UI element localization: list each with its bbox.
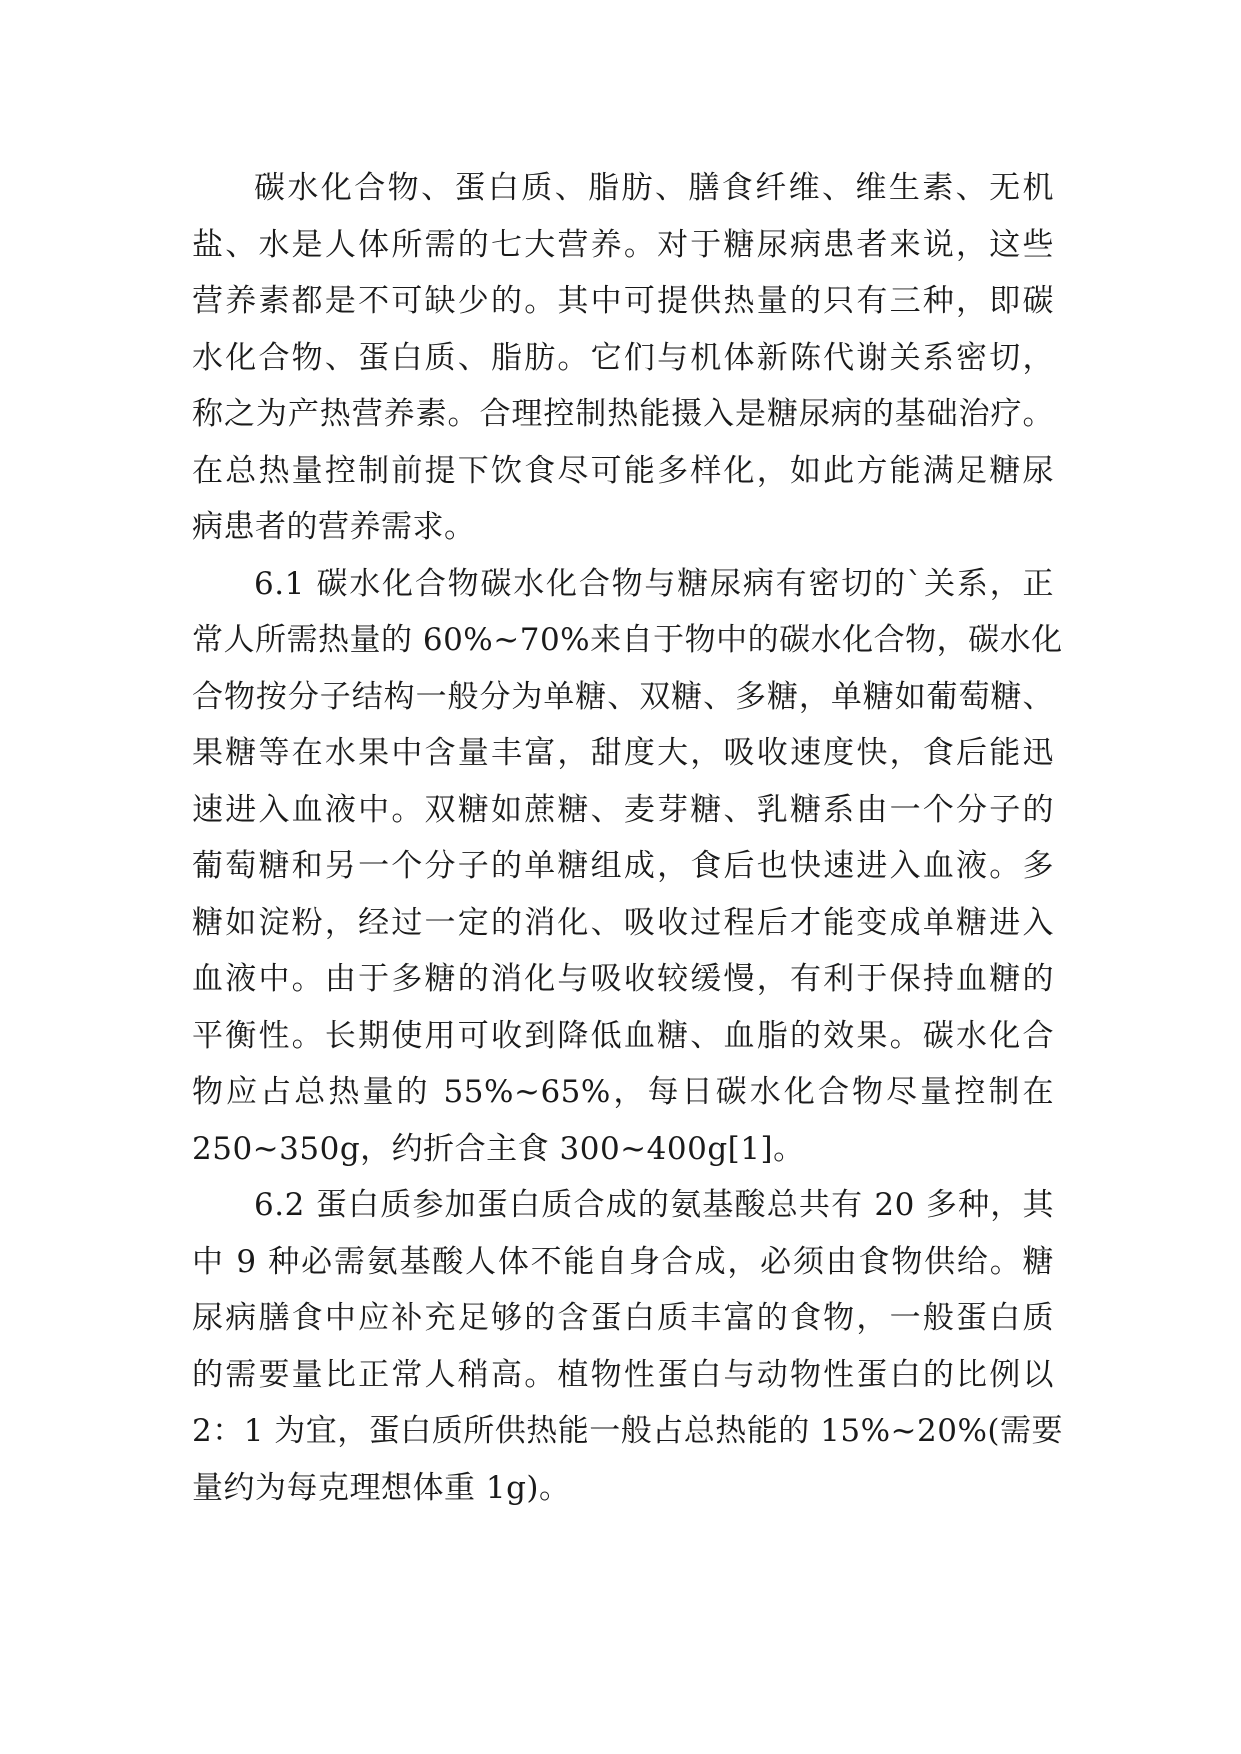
text-line: 尿病膳食中应补充足够的含蛋白质丰富的食物，一般蛋白质 xyxy=(192,1300,1054,1336)
text-line: 2：1 为宜，蛋白质所供热能一般占总热能的 15%~20%(需要 xyxy=(192,1413,1064,1449)
text-line: 250~350g，约折合主食 300~400g[1]。 xyxy=(192,1130,805,1167)
text-line: 营养素都是不可缺少的。其中可提供热量的只有三种，即碳 xyxy=(192,283,1054,319)
text-line: 称之为产热营养素。合理控制热能摄入是糖尿病的基础治疗。 xyxy=(192,396,1054,432)
text-line: 血液中。由于多糖的消化与吸收较缓慢，有利于保持血糖的 xyxy=(192,961,1054,997)
paragraph-carbohydrates xyxy=(192,556,1063,1178)
text-line: 水化合物、蛋白质、脂肪。它们与机体新陈代谢关系密切， xyxy=(192,339,1054,376)
text-line: 速进入血液中。双糖如蔗糖、麦芽糖、乳糖系由一个分子的 xyxy=(192,791,1054,828)
text-line: 平衡性。长期使用可收到降低血糖、血脂的效果。碳水化合 xyxy=(192,1017,1054,1054)
paragraph-protein xyxy=(192,1177,1064,1516)
body-text xyxy=(192,160,1064,1516)
text-line: 物应占总热量的 55%~65%，每日碳水化合物尽量控制在 xyxy=(192,1074,1054,1110)
text-line: 碳水化合物、蛋白质、脂肪、膳食纤维、维生素、无机 xyxy=(254,170,1054,206)
text-line: 病患者的营养需求。 xyxy=(192,509,476,545)
paragraph-nutrients-intro xyxy=(192,160,1054,556)
text-line: 的需要量比正常人稍高。植物性蛋白与动物性蛋白的比例以 xyxy=(192,1356,1054,1393)
text-line: 合物按分子结构一般分为单糖、双糖、多糖，单糖如葡萄糖、 xyxy=(192,678,1054,715)
text-line: 葡萄糖和另一个分子的单糖组成，食后也快速进入血液。多 xyxy=(192,848,1054,884)
text-line: 盐、水是人体所需的七大营养。对于糖尿病患者来说，这些 xyxy=(192,226,1054,263)
text-line: 6.1 碳水化合物碳水化合物与糖尿病有密切的`关系，正 xyxy=(254,565,1054,602)
text-line: 糖如淀粉，经过一定的消化、吸收过程后才能变成单糖进入 xyxy=(192,904,1054,941)
text-line: 6.2 蛋白质参加蛋白质合成的氨基酸总共有 20 多种，其 xyxy=(254,1187,1054,1223)
text-line: 常人所需热量的 60%~70%来自于物中的碳水化合物，碳水化 xyxy=(192,622,1063,658)
text-line: 量约为每克理想体重 1g)。 xyxy=(192,1469,571,1506)
text-line: 果糖等在水果中含量丰富，甜度大，吸收速度快，食后能迅 xyxy=(192,735,1054,771)
text-line: 在总热量控制前提下饮食尽可能多样化，如此方能满足糖尿 xyxy=(192,452,1054,489)
text-line: 中 9 种必需氨基酸人体不能自身合成，必须由食物供给。糖 xyxy=(192,1243,1054,1280)
